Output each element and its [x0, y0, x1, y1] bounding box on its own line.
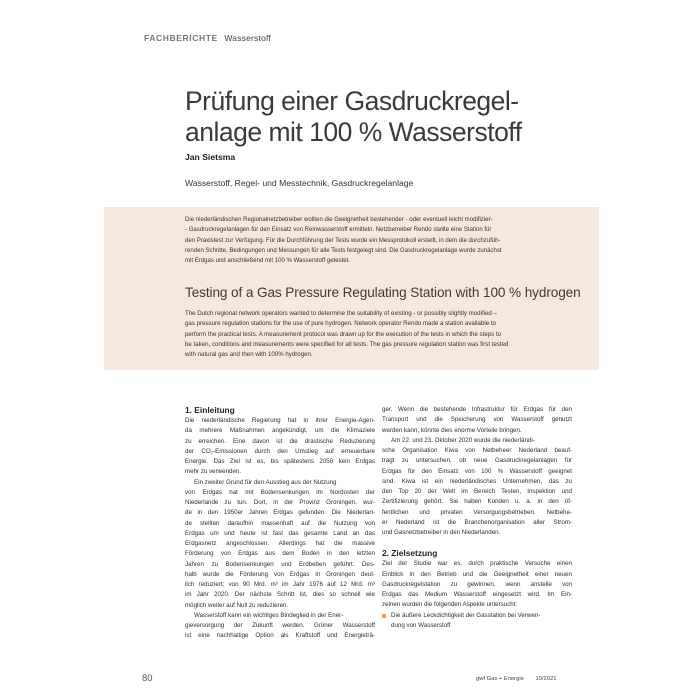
text-line: Transport und die Speicherung von Wasserstoff genutzt: [382, 416, 572, 424]
heading-zielsetzung: 2. Zielsetzung: [382, 548, 438, 559]
text-line: der CO₂-Emissionen durch den Umstieg auf erneuerbare: [185, 447, 375, 455]
page-number: 80: [142, 673, 153, 684]
text-line: Erdgas für den Einsatz von 100 % Wasserstoff geeignet: [382, 467, 572, 475]
text-line: Die niederländische Regierung hat in ihrer Energie-Agen-: [185, 417, 375, 424]
magazine-name: gwf Gas + Energie: [476, 676, 524, 682]
abstract-line: perform the practical tests. A measurement protocol was drawn up for the execution of the tests in which the steps to: [185, 330, 502, 338]
text-line: gieversorgung der Zukunft werden. Grüner Wasserstoff: [185, 622, 375, 629]
text-line: Am 22. und 23. Oktober 2020 wurde die niederländi-: [391, 436, 535, 444]
abstract-line: den Praxistest zur Verfügung. Für die Durchführung der Tests wurde ein Messprotokoll erstellt, in dem die durchzufüh-: [185, 237, 501, 244]
text-line: Zertifizierung gehört. Sie haben Kunden u. a. in den öf-: [382, 498, 572, 506]
text-line: da mehrere Maßnahmen angekündigt, um die Klimaziele: [185, 427, 375, 435]
paragraph: [185, 416, 375, 478]
text-line: lich reduziert; von 90 Mrd. m³ im Jahr 1976 auf 12 Mrd. m³: [185, 581, 375, 588]
text-line: möglich weiter auf Null zu reduzieren.: [185, 601, 289, 609]
title-line: anlage mit 100 % Wasserstoff: [185, 117, 522, 147]
paragraph: [382, 405, 572, 436]
text-line: von Erdgas hat mit Bodensenkungen im Nordosten der: [185, 488, 375, 496]
text-line: de in den 1950er Jahren Erdgas gefunden. Die Niederlan-: [185, 509, 375, 517]
english-title: Testing of a Gas Pressure Regulating Station with 100 % hydrogen: [185, 285, 581, 300]
text-line: Gasdruckregelstation zu gewinnen, wenn anstelle von: [382, 580, 572, 588]
issue-number: 10/2021: [535, 676, 557, 682]
text-line: tragt zu untersuchen, ob neue Gasdruckregelanlagen für: [382, 457, 572, 465]
paragraph: [382, 559, 572, 610]
section-label: FACHBERICHTE: [144, 33, 218, 43]
topic-label: Wasserstoff: [224, 33, 271, 43]
spacer: [382, 538, 572, 548]
text-line: Niederlande zu tun. Dort, in der Provinz Groningen, wur-: [185, 499, 375, 506]
section-header: [144, 33, 271, 43]
text-column-left: [185, 405, 375, 642]
text-line: Einblick in den Betrieb und die Geeignetheit einer neuen: [382, 570, 572, 578]
text-line: Erdgas um und heute ist fast das gesamte Land an das: [185, 529, 375, 537]
text-line: er Nederland ist die Branchenorganisation aller Strom-: [382, 518, 572, 526]
bullet-item: [382, 611, 572, 632]
abstract-line: with natural gas and then with 100% hydrogen.: [185, 351, 313, 359]
text-line: sche Organisation Kiwa von Netbeheer Nederland beauf-: [382, 447, 572, 454]
text-line: Erdgasnetz angeschlossen. Allerdings hat die massive: [185, 540, 375, 547]
text-line: Förderung von Erdgas aus dem Boden in den letzten: [185, 550, 375, 558]
abstract-line: - Gasdruckregelanlagen für den Einsatz von Reinwasserstoff ermitteln. Netzbetreiber Rendo stellte eine Station für: [185, 227, 492, 234]
text-line: Ein zweiter Grund für den Ausstieg aus der Nutzung: [194, 478, 337, 486]
abstract-line: Die niederländischen Regionalnetzbetreiber wollten die Geeignetheit bestehender - oder eventuell leicht modifizier-: [185, 217, 493, 223]
text-line: de stellten daraufhin massenhaft auf die Nutzung von: [185, 519, 375, 527]
text-line: und Gasnetzbetreiber in den Niederlanden.: [382, 529, 501, 536]
abstract-line: gas pressure regulation stations for the use of pure hydrogen. Network operator Rendo made a station available to: [185, 320, 496, 328]
keywords: Wasserstoff, Regel- und Messtechnik, Gasdruckregelanlage: [185, 178, 414, 188]
text-line: Ziel der Studie war es, durch praktische Versuche einen: [382, 560, 572, 568]
text-line: ist eine nachhaltige Option als Kraftstoff und Energieträ-: [185, 632, 375, 640]
author-name: Jan Sietsma: [185, 152, 236, 162]
abstract-german: [185, 215, 590, 266]
text-line: den Top 20 der Welt im Bereich Testen, Inspektion und: [382, 488, 572, 495]
abstract-line: be taken, conditions and measurements were specified for all tests. The gas pressure regulation station was first tested: [185, 340, 509, 348]
text-line: Erdgas das Medium Wasserstoff eingesetzt wird. Im Ein-: [382, 591, 572, 598]
text-column-right: [382, 405, 572, 631]
abstract-english: [185, 309, 590, 360]
magazine-footer: [476, 676, 556, 682]
abstract-line: The Dutch regional network operators wanted to determine the suitability of existing - or possibly slightly modified –: [185, 310, 497, 317]
paragraph: [185, 478, 375, 611]
text-line: fentlichen und privaten Versorgungsbetrieben. Netbehe-: [382, 508, 572, 516]
text-line: zu erreichen. Eine davon ist die drastische Reduzierung: [185, 437, 375, 445]
heading-einleitung: 1. Einleitung: [185, 405, 235, 415]
article-title: [185, 86, 545, 148]
text-line: ger. Wenn die bestehende Infrastruktur für Erdgas für den: [382, 406, 572, 413]
paragraph: [185, 611, 375, 642]
paragraph: [382, 436, 572, 539]
text-line: Energie. Das Ziel ist es, bis spätestens 2050 kein Erdgas: [185, 458, 375, 465]
text-line: im Jahr 2020. Der nächste Schritt ist, dies so schnell wie: [185, 591, 375, 599]
text-line: Wasserstoff kann ein wichtiges Bindeglied in der Ener-: [194, 611, 344, 619]
title-line: Prüfung einer Gasdruckregel-: [185, 86, 519, 116]
bullet-square-icon: [382, 614, 386, 618]
abstract-line: renden Schritte, Bedingungen und Messungen für alle Tests festgelegt sind. Die Gasdruckregelanlage wurde zunächst: [185, 247, 502, 254]
text-line: zelnen wurden die folgenden Aspekte untersucht:: [382, 601, 518, 609]
text-line: Die äußere Leckdichtigkeit der Gasstation bei Verwen-: [391, 611, 541, 619]
text-line: dung von Wasserstoff: [391, 621, 451, 629]
text-line: sind. Kiwa ist ein niederländisches Unternehmen, das zu: [382, 477, 572, 485]
text-line: halb wurde die Förderung von Erdgas in Groningen deut-: [185, 570, 375, 578]
text-line: mehr zu verwenden.: [185, 468, 242, 476]
text-line: Jahren zu Bodensenkungen und Erdbeben geführt. Des-: [185, 560, 375, 568]
abstract-line: mit Erdgas und anschließend mit 100 % Wasserstoff getestet.: [185, 258, 351, 265]
text-line: werden kann, könnte dies enorme Vorteile bringen.: [382, 426, 522, 434]
